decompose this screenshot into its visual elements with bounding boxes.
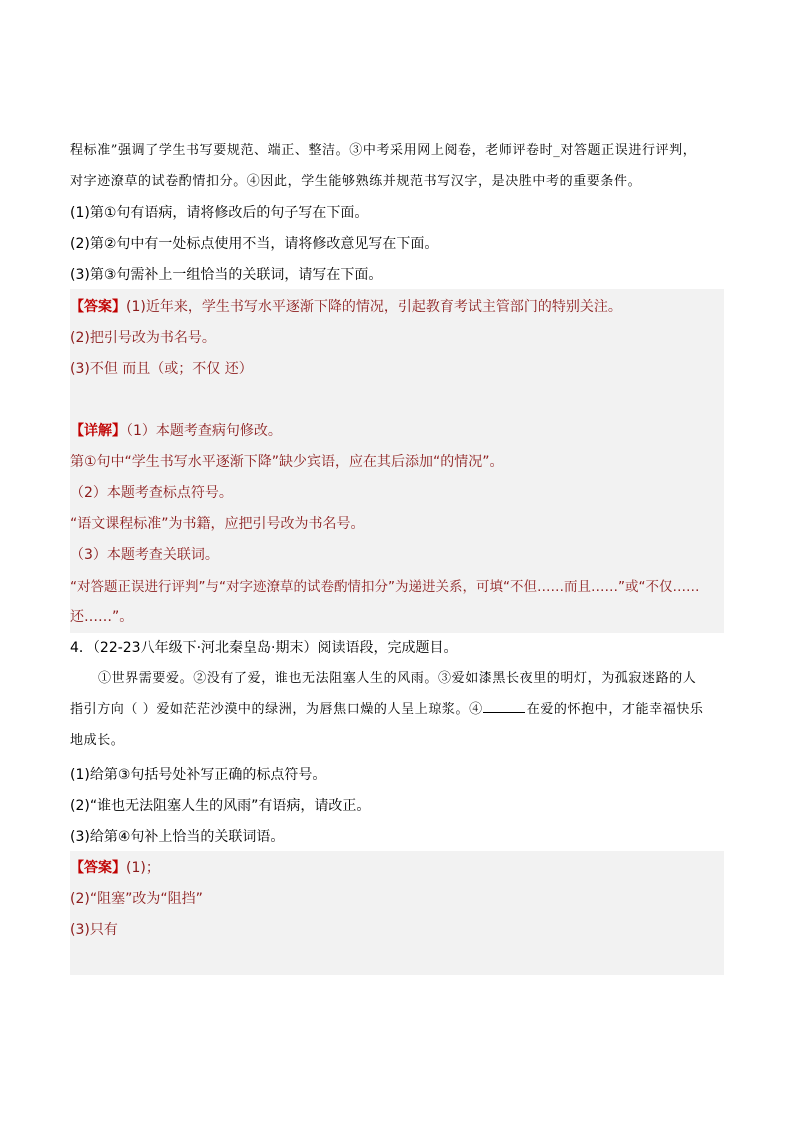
passage-line: 地成长。 — [70, 733, 125, 748]
detail-text: “对答题正误进行评判”与“对字迹潦草的试卷酌情扣分”为递进关系，可填“不但……而且……”或“不仅…… — [70, 579, 700, 595]
detail-text: 第①句中“学生书写水平逐渐下降”缺少宾语，应在其后添加“的情况”。 — [70, 454, 504, 470]
question-item: (1)给第③句括号处补写正确的标点符号。 — [70, 767, 327, 783]
question-item: (3)给第④句补上恰当的关联词语。 — [70, 829, 285, 845]
passage-line — [70, 700, 724, 720]
question-title: 4．（22-23八年级下·河北秦皇岛·期末）阅读语段，完成题目。 — [70, 640, 458, 656]
detail-text: （1）本题考查病句修改。 — [126, 423, 282, 439]
detail-text: （3）本题考查关联词。 — [70, 547, 219, 563]
answer-line — [70, 297, 724, 317]
detail-line — [70, 421, 724, 441]
question-item: (2)“谁也无法阻塞人生的风雨”有语病，请改正。 — [70, 798, 371, 814]
answer-tag: 【答案】 — [70, 299, 126, 315]
answer-text: (3)只有 — [70, 922, 118, 938]
passage-line: 程标准”强调了学生书写要规范、端正、整洁。③中考采用网上阅卷，老师评卷时_对答题正误进行评判， — [70, 143, 697, 158]
question-item: (3)第③句需补上一组恰当的关联词，请写在下面。 — [70, 267, 383, 283]
question-item: (2)第②句中有一处标点使用不当，请将修改意见写在下面。 — [70, 236, 439, 252]
question-item: (1)第①句有语病，请将修改后的句子写在下面。 — [70, 205, 369, 221]
passage-text: 指引方向（ ）爱如茫茫沙漠中的绿洲，为唇焦口燥的人呈上琼浆。④ — [70, 702, 483, 717]
answer-text: (1)近年来，学生书写水平逐渐下降的情况，引起教育考试主管部门的特别关注。 — [126, 299, 622, 315]
detail-tag: 【详解】 — [70, 423, 126, 439]
passage-text: 在爱的怀抱中，才能幸福快乐 — [526, 702, 704, 717]
fill-blank — [483, 700, 525, 713]
answer-text: (1)； — [126, 860, 160, 876]
detail-text: 还……”。 — [70, 609, 134, 625]
detail-text: “语文课程标准”为书籍，应把引号改为书名号。 — [70, 516, 365, 532]
passage-line: ①世界需要爱。②没有了爱，谁也无法阻塞人生的风雨。③爱如漆黑长夜里的明灯，为孤寂迷路的人 — [98, 671, 697, 686]
answer-tag: 【答案】 — [70, 860, 126, 876]
answer-text: (2)“阻塞”改为“阻挡” — [70, 891, 203, 907]
passage-line: 对字迹潦草的试卷酌情扣分。④因此，学生能够熟练并规范书写汉字，是决胜中考的重要条件。 — [70, 174, 642, 189]
detail-text: （2）本题考查标点符号。 — [70, 485, 233, 501]
answer-text: (2)把引号改为书名号。 — [70, 330, 216, 346]
answer-line — [70, 858, 724, 878]
answer-text: (3)不但 而且（或；不仅 还） — [70, 361, 253, 377]
